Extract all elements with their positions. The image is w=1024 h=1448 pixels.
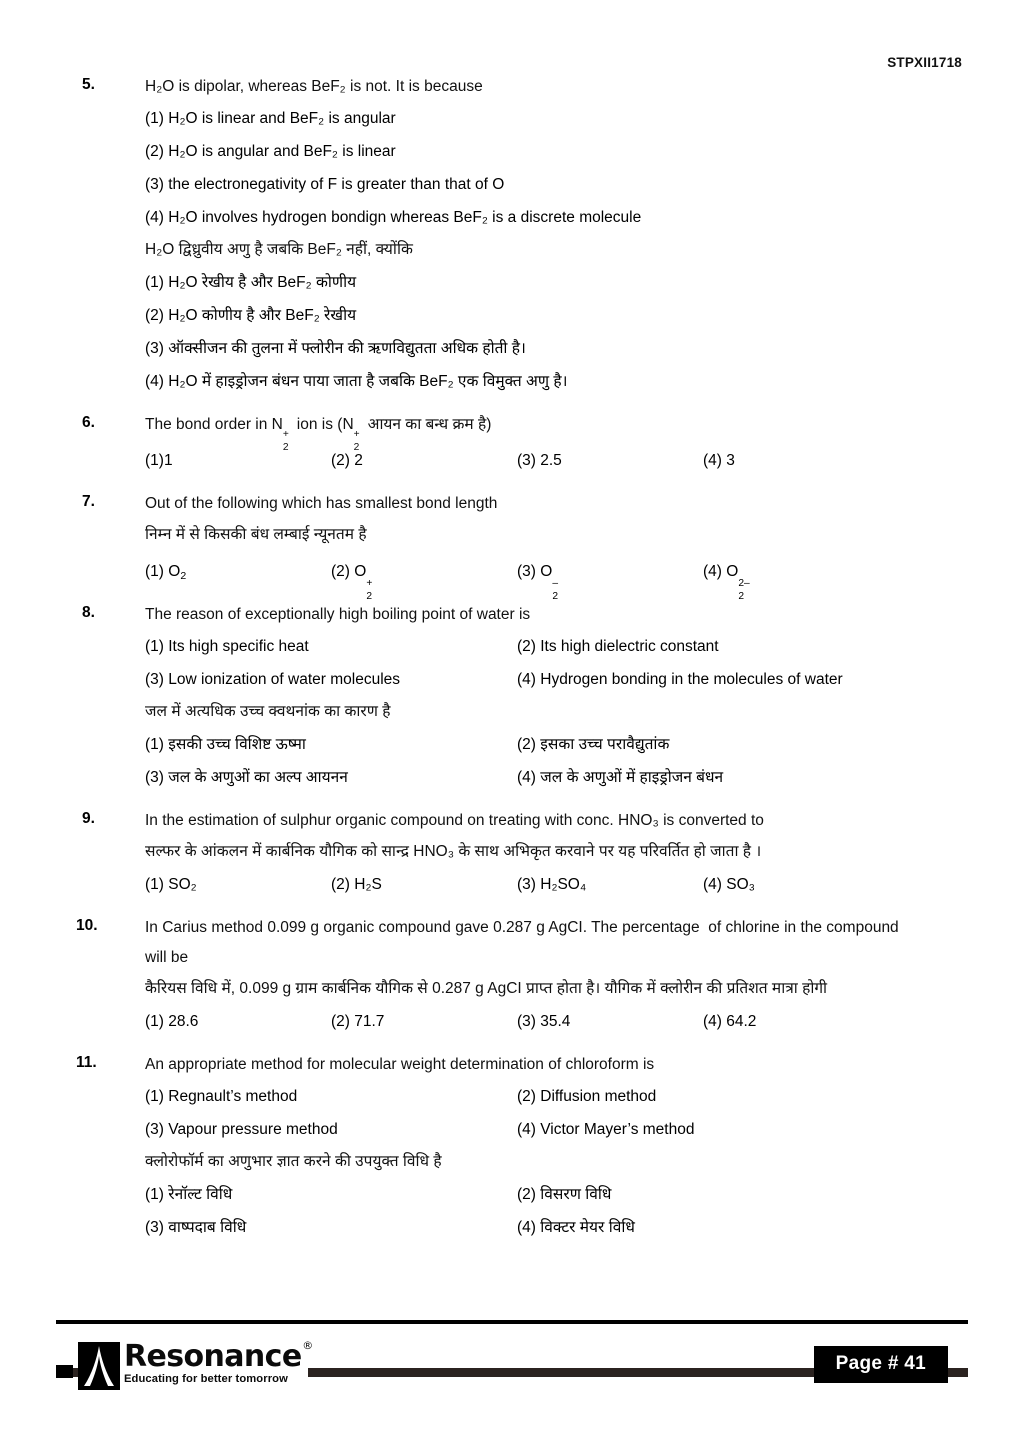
options-row-hi-2 — [145, 1211, 1024, 1244]
question-stem-hi: जल में अत्यधिक उच्च क्वथनांक का कारण है — [145, 703, 391, 720]
option-2[interactable]: (2) Its high dielectric constant — [517, 638, 719, 655]
option-3[interactable]: (3) 35.4 — [517, 1013, 571, 1030]
questions-container — [0, 72, 1024, 1248]
option-4[interactable]: (4) 3 — [703, 452, 735, 469]
question-stem-en: H₂O is dipolar, whereas BeF₂ is not. It is because — [145, 78, 483, 95]
option-hi-4[interactable]: (4) विक्टर मेयर विधि — [517, 1219, 635, 1236]
question-number: 6. — [82, 414, 95, 431]
logo-name: Resonance ® — [124, 1339, 313, 1374]
options-row-en-1 — [145, 1080, 1024, 1113]
option-1[interactable]: (1) 28.6 — [145, 1013, 199, 1030]
stem-hindi-tail: आयन का बन्ध क्रम है) — [363, 416, 492, 433]
question-6 — [0, 410, 1024, 477]
footer-top-rule — [56, 1320, 968, 1324]
resonance-logo — [78, 1339, 313, 1390]
options-hi — [145, 266, 1024, 398]
option-hi-1[interactable]: (1) इसकी उच्च विशिष्ट ऊष्मा — [145, 736, 306, 753]
options-row — [145, 444, 1024, 477]
page-footer — [0, 1316, 1024, 1408]
options-row — [145, 555, 1024, 602]
options-row — [145, 1005, 1024, 1038]
spacer — [0, 798, 1024, 806]
option-4[interactable]: (4) Hydrogen bonding in the molecules of water — [517, 671, 843, 688]
resonance-mark-icon — [78, 1342, 120, 1390]
option-3[interactable]: (3) O – 2 — [517, 563, 558, 602]
question-number: 9. — [82, 810, 95, 827]
option-4[interactable]: (4) SO₃ — [703, 876, 755, 893]
question-7 — [0, 489, 1024, 602]
option-hi-3[interactable]: (3) ऑक्सीजन की तुलना में फ्लोरीन की ऋणविद्युतता अधिक होती है। — [145, 340, 526, 357]
option-1[interactable]: (1) H₂O is linear and BeF₂ is angular — [145, 110, 396, 127]
options-row-hi-1 — [145, 728, 1024, 761]
question-stem — [145, 410, 1024, 453]
options-row-hi-2 — [145, 761, 1024, 794]
option-1[interactable]: (1) SO₂ — [145, 876, 197, 893]
option-2[interactable]: (2) 2 — [331, 452, 363, 469]
options-row — [145, 868, 1024, 901]
option-3[interactable]: (3) Vapour pressure method — [145, 1121, 338, 1138]
option-4[interactable]: (4) O 2– 2 — [703, 563, 750, 602]
document-code: STPXII1718 — [887, 55, 962, 70]
options-row-en-2 — [145, 1113, 1024, 1146]
question-number: 11. — [76, 1054, 97, 1071]
question-11 — [0, 1050, 1024, 1244]
option-hi-4[interactable]: (4) जल के अणुओं में हाइड्रोजन बंधन — [517, 769, 724, 786]
question-stem-en: Out of the following which has smallest bond length — [145, 495, 498, 512]
option-hi-3[interactable]: (3) जल के अणुओं का अल्प आयनन — [145, 769, 348, 786]
option-hi-4[interactable]: (4) H₂O में हाइड्रोजन बंधन पाया जाता है जबकि BeF₂ एक विमुक्त अणु है। — [145, 373, 568, 390]
option-2[interactable]: (2) O + 2 — [331, 563, 373, 602]
options-row-hi-1 — [145, 1178, 1024, 1211]
stem-mid: ion is ( — [292, 416, 343, 433]
option-1[interactable]: (1) $O_2$ — [145, 563, 187, 582]
option-hi-3[interactable]: (3) वाष्पदाब विधि — [145, 1219, 247, 1236]
question-number: 8. — [82, 604, 95, 621]
species-formula: N + 2 — [271, 416, 289, 453]
question-number: 7. — [82, 493, 95, 510]
logo-tagline: Educating for better tomorrow — [124, 1373, 288, 1385]
subscript: 2 — [180, 569, 187, 582]
option-3[interactable]: (3) Low ionization of water molecules — [145, 671, 401, 688]
question-number: 10. — [76, 917, 98, 934]
question-9 — [0, 806, 1024, 901]
question-5 — [0, 72, 1024, 398]
question-number: 5. — [82, 76, 95, 93]
option-hi-1[interactable]: (1) रेनॉल्ट विधि — [145, 1186, 233, 1203]
question-10 — [0, 913, 1024, 1038]
question-stem-en-line1: In Carius method 0.099 g organic compound gave 0.287 g AgCI. The percentage of chlorine in the compound — [145, 919, 899, 936]
spacer — [0, 481, 1024, 489]
question-stem-en: The reason of exceptionally high boiling point of water is — [145, 606, 531, 623]
spacer — [0, 402, 1024, 410]
question-stem-hi: निम्न में से किसकी बंध लम्बाई न्यूनतम है — [145, 526, 367, 543]
question-stem-en-line2: will be — [145, 949, 189, 966]
option-2[interactable]: (2) 71.7 — [331, 1013, 385, 1030]
page-number-badge: Page # 41 — [814, 1346, 948, 1383]
option-4[interactable]: (4) Victor Mayer’s method — [517, 1121, 695, 1138]
option-4[interactable]: (4) H₂O involves hydrogen bondign whereas BeF₂ is a discrete molecule — [145, 209, 642, 226]
option-3[interactable]: (3) 2.5 — [517, 452, 562, 469]
question-stem-en: In the estimation of sulphur organic compound on treating with conc. HNO₃ is converted to — [145, 812, 764, 829]
question-stem-hi: क्लोरोफॉर्म का अणुभार ज्ञात करने की उपयुक्त विधि है — [145, 1153, 442, 1170]
option-hi-2[interactable]: (2) इसका उच्च परावैद्युतांक — [517, 736, 670, 753]
spacer — [0, 1042, 1024, 1050]
stem-prefix: The bond order in — [145, 416, 272, 433]
option-1[interactable]: (1) Regnault’s method — [145, 1088, 298, 1105]
option-1[interactable]: (1)1 — [145, 452, 173, 469]
option-2[interactable]: (2) Diffusion method — [517, 1088, 657, 1105]
option-3[interactable]: (3) the electronegativity of F is greater than that of O — [145, 176, 505, 193]
registered-icon: ® — [302, 1339, 313, 1352]
question-8 — [0, 600, 1024, 794]
option-hi-2[interactable]: (2) H₂O कोणीय है और BeF₂ रेखीय — [145, 307, 357, 324]
option-2[interactable]: (2) H₂S — [331, 876, 382, 893]
question-stem-en: An appropriate method for molecular weight determination of chloroform is — [145, 1056, 655, 1073]
options-row-en-2 — [145, 663, 1024, 696]
option-3[interactable]: (3) H₂SO₄ — [517, 876, 587, 893]
question-stem-hi: सल्फर के आंकलन में कार्बनिक यौगिक को सान्द्र HNO₃ के साथ अभिकृत करवाने पर यह परिवर्तित हो जाता है । — [145, 843, 762, 860]
question-stem-hi: कैरियस विधि में, 0.099 g ग्राम कार्बनिक यौगिक से 0.287 g AgCI प्राप्त होता है। यौगिक में क्लोरीन की प्रतिशत मात्रा होगी — [145, 980, 828, 997]
question-stem-hi: H₂O द्विध्रुवीय अणु है जबकि BeF₂ नहीं, क्योंकि — [145, 241, 413, 258]
option-hi-1[interactable]: (1) H₂O रेखीय है और BeF₂ कोणीय — [145, 274, 357, 291]
options-en — [145, 102, 1024, 234]
spacer — [0, 592, 1024, 600]
options-row-en-1 — [145, 630, 1024, 663]
footer-left-dash — [56, 1365, 73, 1378]
option-hi-2[interactable]: (2) विसरण विधि — [517, 1186, 612, 1203]
spacer — [0, 905, 1024, 913]
option-2[interactable]: (2) H₂O is angular and BeF₂ is linear — [145, 143, 396, 160]
option-4[interactable]: (4) 64.2 — [703, 1013, 757, 1030]
option-1[interactable]: (1) Its high specific heat — [145, 638, 309, 655]
resonance-wordmark — [124, 1339, 313, 1385]
species-formula-hi: N + 2 — [342, 416, 360, 453]
